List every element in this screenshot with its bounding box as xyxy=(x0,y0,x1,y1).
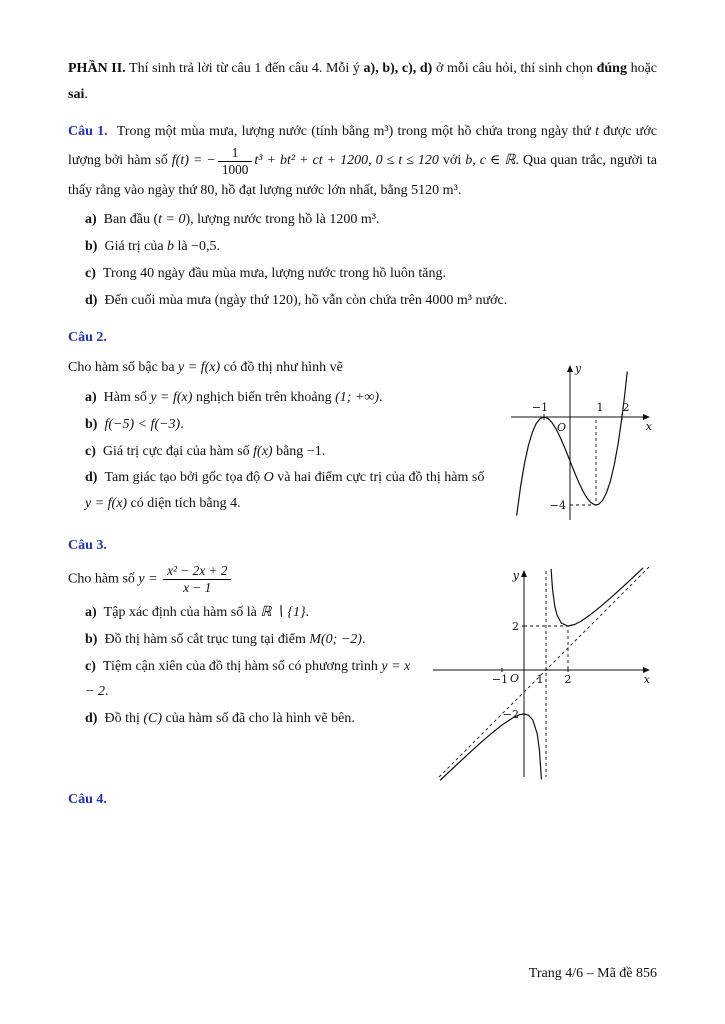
tick-label-yminus2: −2 xyxy=(502,707,519,721)
item-text: Giá trị của b là −0,5. xyxy=(104,239,221,255)
rational-graph xyxy=(429,565,657,781)
question-1-text: Trong một mùa mưa, lượng nước (tính bằng m³) trong một hồ chứa trong ngày thứ t được ước lượng bởi hàm số f(t) = − $\frac{1}{1000}$ t³ + bt² + ct + 1200, 0 ≤ t ≤ 120 với b, c ∈ ℝ. Qua quan trắc, người ta thấy rằng vào ngày thứ 80, hồ đạt lượng nước lớn nhất, bằng 5120 m³. xyxy=(68,123,658,198)
question-1-item-a xyxy=(85,207,657,233)
question-2-intro: Cho hàm số bậc ba y = f(x) có đồ thị như hình vẽ xyxy=(68,359,343,375)
tick-label-1: 1 xyxy=(536,672,544,686)
x-axis-label: x xyxy=(645,419,652,433)
item-label: a) xyxy=(85,604,97,620)
item-text: Trong 40 ngày đầu mùa mưa, lượng nước trong hồ luôn tăng. xyxy=(102,266,446,282)
item-text: Đến cuối mùa mưa (ngày thứ 120), hồ vẫn còn chứa trên 4000 m³ nước. xyxy=(104,293,508,309)
question-2-label: Câu 2. xyxy=(68,330,107,346)
question-1-item-c xyxy=(85,261,657,287)
question-2 xyxy=(68,325,657,517)
tick-label-minus1: −1 xyxy=(491,672,509,686)
origin-label: O xyxy=(556,420,566,434)
item-label: a) xyxy=(85,389,97,405)
item-label: b) xyxy=(85,631,98,647)
question-4-heading xyxy=(68,787,657,813)
tick-label-2: 2 xyxy=(564,672,572,686)
y-axis-label: y xyxy=(575,361,582,375)
item-text: Tam giác tạo bởi gốc tọa độ O và hai điểm cực trị của đồ thị hàm số y = f(x) có diện tích bằng 4. xyxy=(85,470,485,512)
item-label: c) xyxy=(85,443,96,459)
question-1 xyxy=(68,119,657,314)
item-text: Tiệm cận xiên của đồ thị hàm số có phương trình y = x − 2. xyxy=(85,658,411,700)
tick-label-minus1: −1 xyxy=(531,400,549,414)
question-3-intro: Cho hàm số y = $\frac{\text{x² − 2x + 2}}{x - 1}$ xyxy=(68,563,657,596)
x-axis-label: x xyxy=(643,672,650,686)
page-footer: Trang 4/6 – Mã đề 856 xyxy=(528,966,657,981)
item-label: b) xyxy=(85,239,98,255)
question-1-intro xyxy=(68,119,657,204)
origin-label: O xyxy=(509,671,519,685)
question-1-label: Câu 1. xyxy=(68,123,108,139)
item-text: f(−5) < f(−3). xyxy=(104,416,184,432)
item-text: Đồ thị (C) của hàm số đã cho là hình vẽ bên. xyxy=(104,711,355,727)
tick-label-2: 2 xyxy=(622,400,630,414)
left-branch-curve xyxy=(440,714,541,780)
question-1-item-b xyxy=(85,234,657,260)
y-axis-label: y xyxy=(512,568,519,582)
item-label: a) xyxy=(85,212,97,228)
question-4 xyxy=(68,787,657,813)
question-3-label: Câu 3. xyxy=(68,537,107,553)
oblique-asymptote xyxy=(439,567,649,777)
item-label: d) xyxy=(85,470,98,486)
tick-label-1: 1 xyxy=(596,400,604,414)
cubic-curve xyxy=(517,372,628,515)
item-label: c) xyxy=(85,266,96,282)
part-header: PHẦN II. Thí sinh trả lời từ câu 1 đến câu 4. Mỗi ý a), b), c), d) ở mỗi câu hỏi, thí sinh chọn đúng hoặc sai. xyxy=(68,61,657,102)
question-1-item-d xyxy=(85,288,657,314)
right-branch-curve xyxy=(551,568,643,626)
question-4-label: Câu 4. xyxy=(68,791,107,807)
item-label: d) xyxy=(85,711,98,727)
question-1-items xyxy=(85,207,657,314)
question-3 xyxy=(68,533,657,732)
question-2-heading xyxy=(68,325,657,351)
item-text: Đồ thị hàm số cắt trục tung tại điểm M(0; −2). xyxy=(104,631,366,647)
item-label: b) xyxy=(85,416,98,432)
item-text: Ban đầu (t = 0), lượng nước trong hồ là 1200 m³. xyxy=(103,212,380,228)
tick-label-minus4: −4 xyxy=(549,498,566,512)
item-text: Hàm số y = f(x) nghịch biến trên khoảng (1; +∞). xyxy=(103,389,383,405)
cubic-graph xyxy=(505,357,657,527)
tick-label-y2: 2 xyxy=(512,619,519,633)
item-text: Tập xác định của hàm số là ℝ ∖ {1}. xyxy=(103,604,310,620)
question-3-heading xyxy=(68,533,657,559)
item-text: Giá trị cực đại của hàm số f(x) bằng −1. xyxy=(102,443,326,459)
item-label: d) xyxy=(85,293,98,309)
item-label: c) xyxy=(85,658,96,674)
